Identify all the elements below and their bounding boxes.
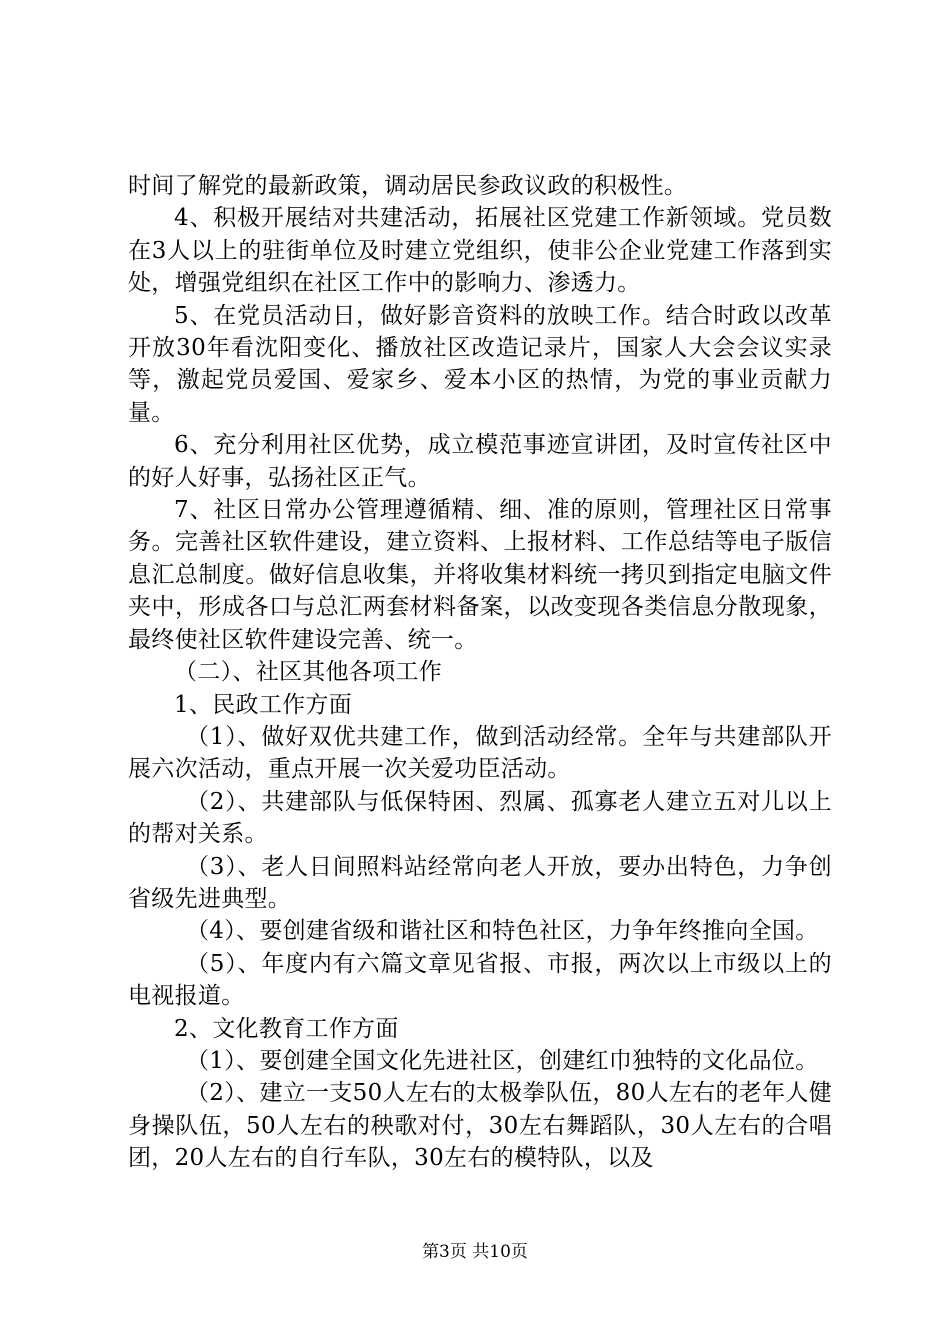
- paragraph-continuation: 时间了解党的最新政策，调动居民参政议政的积极性。: [128, 173, 688, 199]
- paragraph-civil-5: （5）、年度内有六篇文章见省报、市报，两次以上市级以上的电视报道。: [128, 950, 832, 1010]
- document-body: [128, 170, 832, 1175]
- paragraph-civil-1: （1）、做好双优共建工作，做到活动经常。全年与共建部队开展六次活动，重点开展一次关爱功臣活动。: [128, 723, 832, 783]
- paragraph-item-4: 4、积极开展结对共建活动，拓展社区党建工作新领域。党员数在3人以上的驻街单位及时建立党组织，使非公企业党建工作落到实处，增强党组织在社区工作中的影响力、渗透力。: [128, 205, 832, 297]
- section-heading-other-work: （二）、社区其他各项工作: [174, 659, 443, 686]
- paragraph-civil-4: （4）、要创建省级和谐社区和特色社区，力争年终推向全国。: [186, 918, 819, 945]
- paragraph-civil-2: （2）、共建部队与低保特困、烈属、孤寡老人建立五对儿以上的帮对关系。: [128, 788, 832, 848]
- paragraph-culture-2: （2）、建立一支50人左右的太极拳队伍，80人左右的老年人健身操队伍，50人左右的秧歌对付，30左右舞蹈队，30人左右的合唱团，20人左右的自行车队，30左右的模特队，以及: [128, 1080, 832, 1172]
- page-number-footer: 第3页 共10页: [422, 1242, 528, 1262]
- paragraph-item-5: 5、在党员活动日，做好影音资料的放映工作。结合时政以改革开放30年看沈阳变化、播放社区改造记录片，国家人大会会议实录等，激起党员爱国、爱家乡、爱本小区的热情，为党的事业贡献力量。: [128, 302, 832, 426]
- subheading-culture-education: 2、文化教育工作方面: [174, 1015, 399, 1042]
- paragraph-civil-3: （3）、老人日间照料站经常向老人开放，要办出特色，力争创省级先进典型。: [128, 853, 832, 912]
- paragraph-culture-1: （1）、要创建全国文化先进社区，创建红巾独特的文化品位。: [186, 1047, 819, 1074]
- subheading-civil-affairs: 1、民政工作方面: [174, 691, 353, 718]
- paragraph-item-7: 7、社区日常办公管理遵循精、细、准的原则，管理社区日常事务。完善社区软件建设，建立资料、上报材料、工作总结等电子版信息汇总制度。做好信息收集，并将收集材料统一拷贝到指定电脑文件夹中，形成各口与总汇两套材料备案，以改变现各类信息分散现象，最终使社区软件建设完善、统一。: [128, 497, 832, 653]
- paragraph-item-6: 6、充分利用社区优势，成立模范事迹宣讲团，及时宣传社区中的好人好事，弘扬社区正气。: [128, 432, 832, 491]
